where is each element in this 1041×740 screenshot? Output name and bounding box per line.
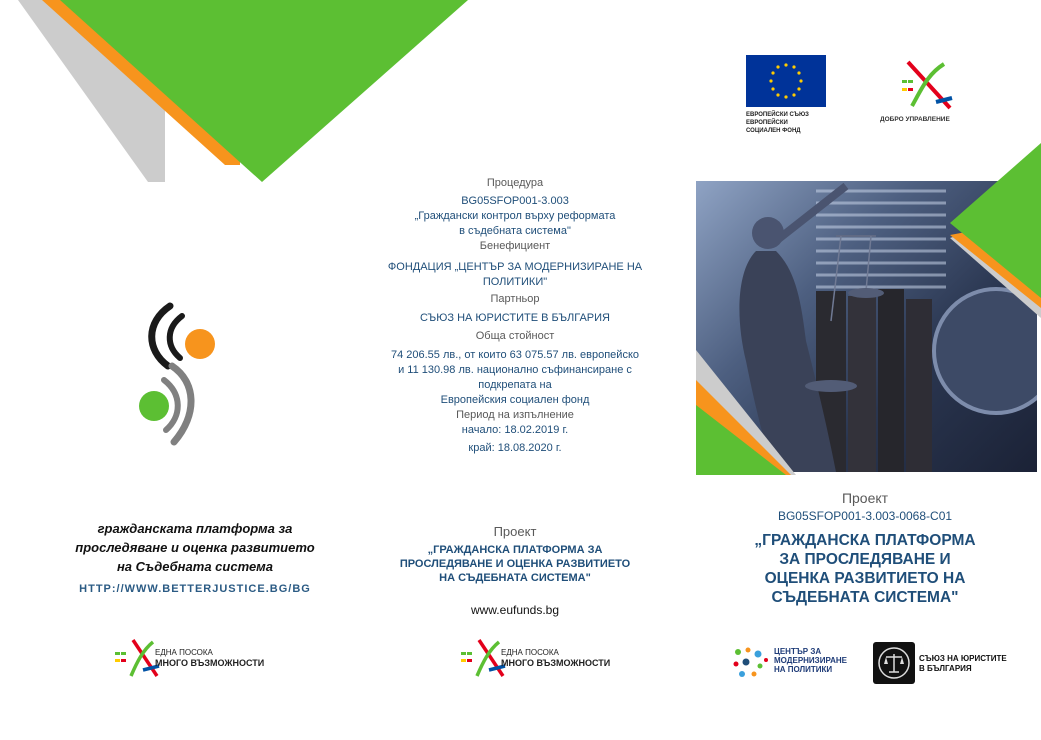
eu-caption: ЕВРОПЕЙСКИ СЪЮЗ ЕВРОПЕЙСКИ СОЦИАЛЕН ФОНД <box>746 112 809 134</box>
corner-triangles-right-top <box>950 143 1041 318</box>
scales-emblem-icon <box>873 642 915 684</box>
project-title-line: ОЦЕНКА РАЗВИТИЕТО НА <box>764 570 966 587</box>
op-logo-line2: МНОГО ВЪЗМОЖНОСТИ <box>501 658 611 668</box>
cmp-dots-logo-icon <box>730 646 772 680</box>
project-title-line: ПРОСЛЕДЯВАНЕ И ОЦЕНКА РАЗВИТИЕТО <box>399 558 631 570</box>
procedure-label: Процедура <box>486 177 544 189</box>
period-end: край: 18.08.2020 г. <box>468 442 562 454</box>
cost-line: 74 206.55 лв., от които 63 075.57 лв. европейско <box>390 349 639 361</box>
project-title-right <box>700 531 1030 607</box>
beneficiary-name: ПОЛИТИКИ" <box>482 276 548 288</box>
cost-line: подкрепата на <box>478 379 552 391</box>
ubl-logo-text: СЪЮЗ НА ЮРИСТИТЕ В БЪЛГАРИЯ <box>919 654 1007 673</box>
procedure-title: „Граждански контрол върху реформата <box>414 210 616 222</box>
period-label: Период на изпълнение <box>456 409 574 421</box>
project-title-middle <box>360 543 670 585</box>
op-logo-line2: МНОГО ВЪЗМОЖНОСТИ <box>155 658 265 668</box>
procedure-title: в съдебната система" <box>459 225 571 237</box>
tagline-line: гражданската платформа за <box>97 521 293 536</box>
project-title-line: НА СЪДЕБНАТА СИСТЕМА" <box>439 572 591 584</box>
cost-line: Европейския социален фонд <box>440 394 590 406</box>
beneficiary-name: ФОНДАЦИЯ „ЦЕНТЪР ЗА МОДЕРНИЗИРАНЕ НА <box>387 261 643 273</box>
eu-flag-icon <box>746 55 826 107</box>
cmp-logo-text: ЦЕНТЪР ЗА МОДЕРНИЗИРАНЕ НА ПОЛИТИКИ <box>774 647 847 674</box>
project-label-middle: Проект <box>493 524 537 539</box>
cmp-logo <box>730 644 860 684</box>
corner-triangles-left <box>0 0 470 185</box>
good-governance-icon <box>898 58 960 112</box>
project-title-line: ЗА ПРОСЛЕДЯВАНЕ И <box>779 551 951 568</box>
period-start: начало: 18.02.2019 г. <box>461 424 569 436</box>
partner-name: СЪЮЗ НА ЮРИСТИТЕ В БЪЛГАРИЯ <box>419 312 610 324</box>
project-title-line: „ГРАЖДАНСКА ПЛАТФОРМА <box>754 532 976 549</box>
procedure-code: BG05SFOP001-3.003 <box>461 195 569 207</box>
procedure-block <box>360 176 670 456</box>
beneficiary-label: Бенефициент <box>479 240 551 252</box>
op-logo-left <box>113 638 293 678</box>
project-title-line: СЪДЕБНАТА СИСТЕМА" <box>771 589 959 606</box>
cost-label: Обща стойност <box>475 330 555 342</box>
cost-line: и 11 130.98 лв. национално съфинансиране с <box>398 364 632 376</box>
platform-url-link[interactable]: HTTP://WWW.BETTERJUSTICE.BG/BG <box>79 583 311 595</box>
partner-label: Партньор <box>490 293 540 305</box>
corner-triangles-right-bottom <box>696 350 806 475</box>
project-code-right: BG05SFOP001-3.003-0068-C01 <box>777 509 953 523</box>
ubl-logo <box>873 642 1023 684</box>
platform-tagline <box>40 519 350 576</box>
op-logo-line1: ЕДНА ПОСОКА <box>501 648 559 657</box>
project-label-right: Проект <box>841 490 889 506</box>
op-logo-middle <box>459 638 639 678</box>
op-logo-line1: ЕДНА ПОСОКА <box>155 648 213 657</box>
eufunds-link[interactable]: www.eufunds.bg <box>470 603 560 617</box>
project-title-line: „ГРАЖДАНСКА ПЛАТФОРМА ЗА <box>427 544 603 556</box>
tagline-line: проследяване и оценка развитието <box>75 540 315 555</box>
platform-s-logo-icon <box>136 302 220 448</box>
tagline-line: на Съдебната система <box>116 559 274 574</box>
good-governance-caption: ДОБРО УПРАВЛЕНИЕ <box>880 116 950 123</box>
